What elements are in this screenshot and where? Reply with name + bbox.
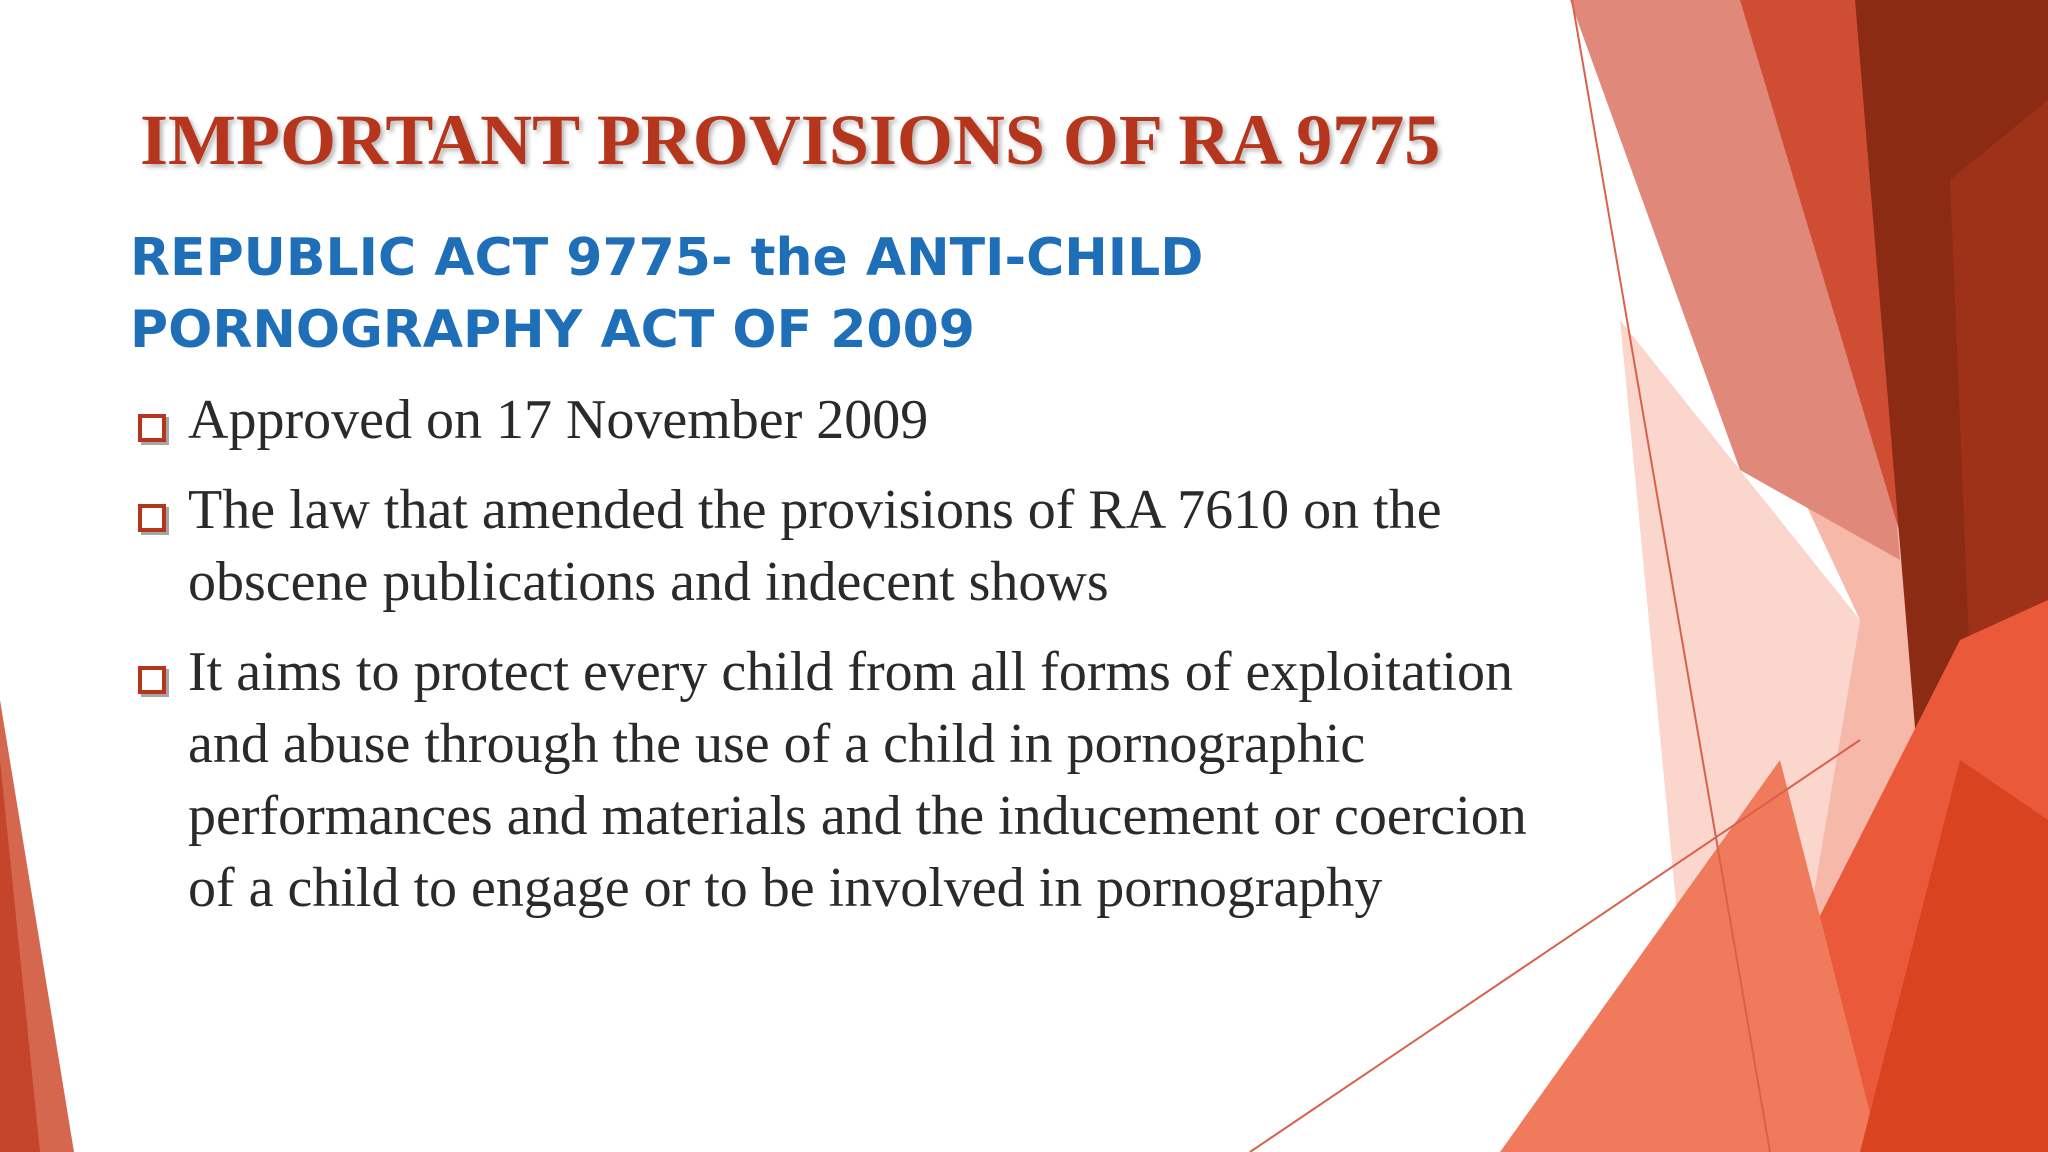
bullet-text: The law that amended the provisions of RA 7610 on the obscene publications and indecent shows xyxy=(188,479,1442,613)
checkbox-square-icon xyxy=(138,414,166,442)
slide-title: IMPORTANT PROVISIONS OF RA 9775 xyxy=(140,100,1441,180)
bullet-item xyxy=(130,474,1550,618)
bullet-list xyxy=(130,384,1550,942)
bullet-text: It aims to protect every child from all forms of exploitation and abuse through the use of a child in pornographic performances and materials and the inducement or coercion of a child to engage or to be involved in pornography xyxy=(188,641,1527,919)
slide-subtitle xyxy=(130,222,1230,366)
subtitle-line: REPUBLIC ACT 9775- the ANTI-CHILD xyxy=(130,228,1204,288)
bullet-item xyxy=(130,636,1550,924)
subtitle-line: PORNOGRAPHY ACT OF 2009 xyxy=(130,300,975,360)
checkbox-square-icon xyxy=(138,504,166,532)
checkbox-square-icon xyxy=(138,666,166,694)
bullet-item xyxy=(130,384,1550,456)
bullet-text: Approved on 17 November 2009 xyxy=(188,389,929,451)
